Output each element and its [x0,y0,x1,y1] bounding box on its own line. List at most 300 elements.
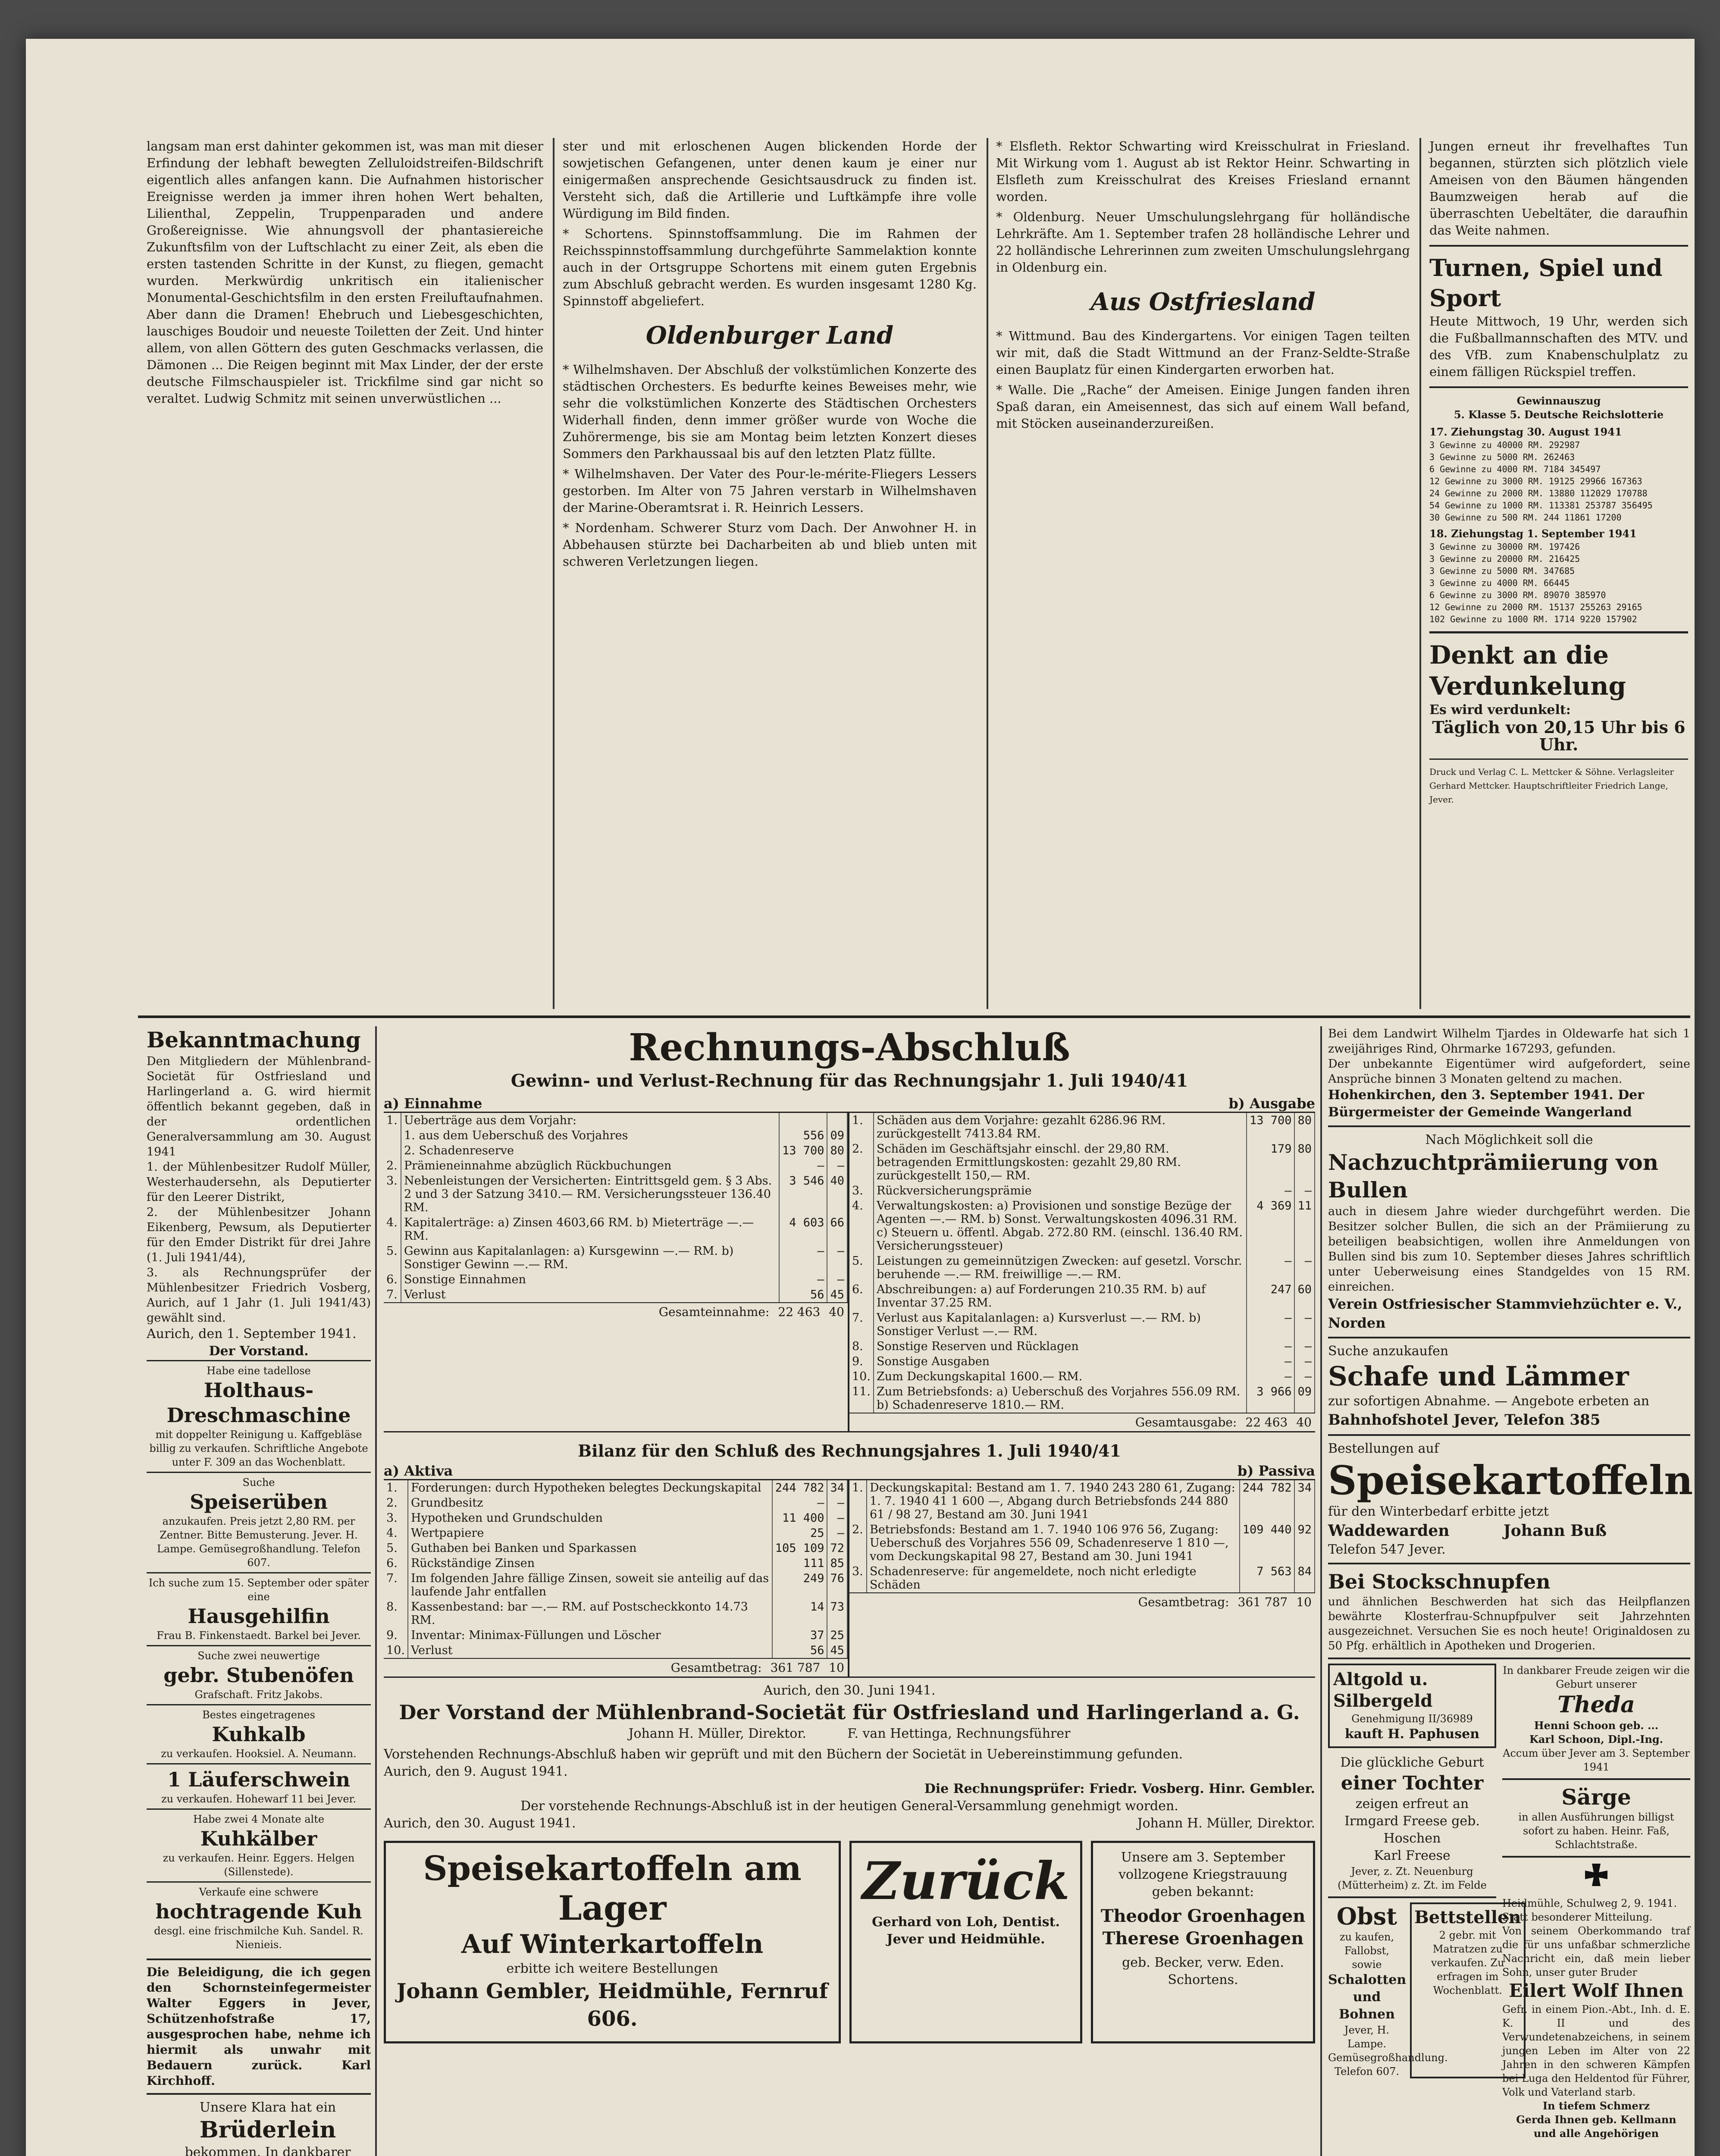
divider [1502,1778,1690,1780]
account-row [384,1571,847,1599]
girl-sign: zeigen erfreut an Irmgard Freese geb. Hoschen Karl Freese [1344,1796,1480,1863]
account-row [384,1128,847,1143]
account-rm: 13 700 [1247,1113,1295,1141]
ad-sign: Johann Gembler, Heidmühle, Fernruf 606. [396,1979,828,2031]
sport-text: Heute Mittwoch, 19 Uhr, werden sich die Fußballmannschaften des MTV. und des VfB. zum Knabenschulplatz zu einem fälligen Rückspiel treffen. [1429,314,1688,379]
liabilities-total-label: Gesamtbetrag: [1138,1595,1229,1609]
account-rm: 249 [772,1571,827,1599]
divider [1429,386,1688,388]
potato-phone: Telefon 547 Jever. [1328,1542,1446,1557]
account-row [384,1599,847,1628]
ad-body: desgl. eine frischmilche Kuh. Sandel. R. Nienieis. [154,1925,363,1951]
death-name: Eilert Wolf Ihnen [1509,1980,1684,2001]
lost-cattle-sign: Hohenkirchen, den 3. September 1941. Der Bürgermeister der Gemeinde Wangerland [1328,1087,1645,1120]
potato-text: für den Winterbedarf erbitte jetzt [1328,1504,1549,1519]
account-num: 6. [384,1556,408,1571]
account-row [384,1143,847,1158]
account-num: 1. [384,1113,401,1128]
statement-title: Rechnungs-Abschluß [629,1026,1070,1069]
assets-total-pf: 10 [829,1661,844,1675]
classified-ad [147,1572,371,1645]
assets-total-label: Gesamtbetrag: [670,1661,762,1675]
account-num: 10. [849,1369,874,1384]
bull-sign: Verein Ostfriesischer Stammviehzüchter e. V., Norden [1328,1296,1682,1331]
account-row [849,1369,1315,1384]
account-row [384,1287,847,1302]
account-row [849,1310,1315,1339]
account-rm: 14 [772,1599,827,1628]
potato-sign: Waddewarden Johann Buß [1328,1522,1607,1540]
account-num [384,1128,401,1143]
account-row [849,1141,1315,1183]
ad-pre: Bestes eingetragenes [202,1709,315,1721]
ad-title: Speiserüben [190,1490,328,1514]
ad-title: Kuhkälber [200,1827,317,1850]
expense-total-pf: 40 [1296,1415,1312,1429]
ad-title: hochtragende Kuh [155,1900,362,1923]
account-desc: Verlust aus Kapitalanlagen: a) Kursverlust —.— RM. b) Sonstiger Verlust —.— RM. [874,1310,1247,1339]
apology-notice: Die Beleidigung, die ich gegen den Schornsteinfegermeister Walter Eggers in Jever, Schützenhofstraße 17, ausgesprochen habe, nehme ich hiermit als unwahr mit Bedauern zurück. Karl Kirchhoff. [147,1965,371,2088]
assets-total: 361 787 [770,1661,821,1675]
girl-title: einer Tochter [1341,1772,1484,1794]
account-desc: Abschreibungen: a) auf Forderungen 210.35 RM. b) auf Inventar 37.25 RM. [874,1282,1247,1310]
account-num: 6. [849,1282,874,1310]
ad-pre: Habe eine tadellose [207,1365,311,1377]
ad-body: zu verkaufen. Hohewarf 11 bei Jever. [161,1793,357,1805]
death-text2: Gefr. in einem Pion.-Abt., Inh. d. E. K. II und des Verwundetenabzeichens, in seinem jungen Leben im Alter von 22 Jahren in den schweren Kämpfen bei Luga den Heldentod für Führer, Volk und Vaterland starb. [1502,2003,1690,2098]
account-row [849,1564,1315,1592]
account-desc: Nebenleistungen der Versicherten: Eintrittsgeld gem. § 3 Abs. 2 und 3 der Satzung 3410.— RM. Versicherungssteuer 136.40 RM. [401,1173,779,1215]
account-pf: — [1294,1354,1315,1369]
account-desc: Rückversicherungsprämie [874,1183,1247,1198]
column-right [1429,138,1688,806]
account-pf: — [1294,1339,1315,1354]
account-rm: — [1247,1339,1295,1354]
account-num: 3. [384,1173,401,1215]
ad-gold [1328,1664,1496,1748]
account-rm: — [1247,1369,1295,1384]
account-row [384,1541,847,1556]
account-pf: 66 [827,1215,847,1244]
lottery-day: 17. Ziehungstag 30. August 1941 [1429,426,1622,438]
divider [1429,758,1688,760]
account-num: 5. [849,1253,874,1282]
ad-body: mit doppelter Reinigung u. Kaffgebläse billig zu verkaufen. Schriftliche Angebote unter F. 309 an das Wochenblatt. [149,1429,368,1468]
bull-title: Nachzuchtprämiierung von Bullen [1328,1150,1659,1203]
account-num: 6. [384,1272,401,1287]
account-num: 2. [849,1522,867,1564]
divider [147,2093,371,2095]
aktiva-heading: a) Aktiva [384,1463,453,1479]
classified-ad [147,1472,371,1572]
profit-loss-table [384,1112,1315,1432]
wedding-text: Unsere am 3. September vollzogene Kriegstrauung geben bekannt: [1118,1850,1288,1899]
account-pf: — [1294,1183,1315,1198]
audit-text: Vorstehenden Rechnungs-Abschluß haben wir geprüft und mit den Büchern der Societät in Uebereinstimmung gefunden. [384,1747,1183,1762]
financial-statement [384,1026,1315,2043]
account-row [849,1384,1315,1413]
ad-title: Zurück [862,1851,1070,1912]
account-num: 8. [849,1339,874,1354]
balance-title: Bilanz für den Schluß des Rechnungsjahres 1. Juli 1940/41 [578,1441,1121,1460]
ad-subtitle: Auf Winterkartoffeln [461,1929,764,1959]
cold-text: und ähnlichen Beschwerden hat sich das Heilpflanzen bewährte Klosterfrau-Schnupfpulver seit Jahrzehnten ausgezeichnet. Versuchen Sie es noch heute! Originaldosen zu 50 Pfg. erhältlich in Apotheken und Drogerien. [1328,1595,1690,1652]
sheep-title: Schafe und Lämmer [1328,1360,1629,1392]
account-row [384,1215,847,1244]
account-pf: — [827,1158,847,1173]
account-rm: 4 369 [1247,1198,1295,1253]
account-pf: — [1294,1253,1315,1282]
news-item: * Nordenham. Schwerer Sturz vom Dach. Der Anwohner H. in Abbehausen stürzte bei Dacharbeiten ab und blieb unten mit schweren Verletzungen liegen. [563,520,977,569]
account-row [384,1244,847,1272]
account-num: 5. [384,1541,408,1556]
account-num [384,1143,401,1158]
column-ostfriesland [996,138,1410,436]
account-pf: 92 [1294,1522,1315,1564]
income-table [384,1113,848,1302]
income-heading: a) Einnahme [384,1095,482,1112]
sheep-pre: Suche anzukaufen [1328,1344,1449,1359]
expense-heading: b) Ausgabe [1228,1095,1315,1112]
theda-sign: Henni Schoon geb. ... Karl Schoon, Dipl.-Ing. [1529,1719,1664,1745]
classified-ad [147,1763,371,1808]
account-pf: 09 [1294,1384,1315,1413]
account-desc: Zum Betriebsfonds: a) Ueberschuß des Vorjahres 556.09 RM. b) Schadenreserve 1810.— RM. [874,1384,1247,1413]
account-rm: 244 782 [772,1480,827,1495]
ad-dentist-back [849,1841,1082,2043]
account-pf: 80 [1294,1113,1315,1141]
iron-cross-icon [1579,1862,1613,1896]
lottery-subtitle: 5. Klasse 5. Deutsche Reichslotterie [1454,408,1664,421]
ad-body: Frau B. Finkenstaedt. Barkel bei Jever. [157,1630,361,1642]
lost-cattle-text: Bei dem Landwirt Wilhelm Tjardes in Oldewarfe hat sich 1 zweijähriges Rind, Ohrmarke 167293, gefunden. [1328,1027,1690,1056]
account-pf: 09 [827,1128,847,1143]
account-row [384,1495,847,1510]
account-row [849,1339,1315,1354]
account-pf: — [827,1495,847,1510]
classified-ad [147,1881,371,1954]
account-desc: Inventar: Minimax-Füllungen und Löscher [408,1628,772,1643]
gold-title: Altgold u. Silbergeld [1333,1669,1433,1711]
account-pf: 76 [827,1571,847,1599]
theda-name: Theda [1557,1692,1635,1718]
theda-text: In dankbarer Freude zeigen wir die Geburt unserer [1503,1664,1690,1690]
potato-title: Speisekartoffeln [1328,1457,1693,1504]
death-sign: In tiefem Schmerz Gerda Ihnen geb. Kellmann und alle Angehörigen [1516,2100,1676,2140]
account-rm: — [1247,1310,1295,1339]
account-rm: 3 546 [779,1173,827,1215]
account-pf: — [827,1526,847,1541]
account-rm: — [779,1244,827,1272]
expense-table [849,1113,1315,1413]
account-rm: — [1247,1253,1295,1282]
account-desc: 2. Schadenreserve [401,1143,779,1158]
account-desc: Kapitalerträge: a) Zinsen 4603,66 RM. b) Mieterträge —.— RM. [401,1215,779,1244]
divider [1328,1896,1496,1898]
account-rm: 244 782 [1240,1480,1295,1522]
gold-text: kauft H. Paphusen [1344,1727,1480,1742]
news-item: * Oldenburg. Neuer Umschulungslehrgang für holländische Lehrkräfte. Am 1. September trafen 28 holländische Lehrer und 22 holländische Lehrerinnen zum zweiten Umschulungslehrgang in Oldenburg ein. [996,210,1410,275]
ad-potatoes-stock [384,1841,841,2043]
account-desc: Sonstige Reserven und Rücklagen [874,1339,1247,1354]
account-pf: 80 [827,1143,847,1158]
income-total-label: Gesamteinnahme: [658,1305,770,1319]
article-text: ster und mit erloschenen Augen blickenden Horde der sowjetischen Gefangenen, unter denen kaum je einer nur einigermaßen ansprechende Gesichtsausdruck zu finden ist. Versteht sich, daß die Artillerie und Luftkämpfe ihre volle Würdigung im Bild finden. [563,139,977,221]
account-num: 9. [384,1628,408,1643]
account-desc: Grundbesitz [408,1495,772,1510]
column-divider [375,1026,377,2156]
right-bottom-right [1502,1664,1690,2140]
account-row [384,1556,847,1571]
announcement-sign: Der Vorstand. [209,1344,309,1359]
news-item: * Schortens. Spinnstoffsammlung. Die im Rahmen der Reichsspinnstoffsammlung durchgeführte Sammelaktion konnte auch in der Ortsgruppe Schortens mit einem guten Ergebnis zum Abschluß gebracht werden. Es wurden insgesamt 1280 Kg. Spinnstoff abgeliefert. [563,226,977,308]
account-num: 4. [849,1198,874,1253]
liabilities-total-pf: 10 [1296,1595,1312,1609]
account-num: 4. [384,1215,401,1244]
death-notice [1502,1862,1690,2140]
ad-body: Grafschaft. Fritz Jakobs. [194,1689,323,1701]
right-ad-column [1328,1026,1693,2140]
board-name: Der Vorstand der Mühlenbrand-Societät für Ostfriesland und Harlingerland a. G. [399,1701,1300,1724]
account-rm: 556 [779,1128,827,1143]
blackout-heading: Denkt an die Verdunkelung [1429,640,1626,701]
account-desc: Verlust [408,1643,772,1658]
account-desc: Prämieneinnahme abzüglich Rückbuchungen [401,1158,779,1173]
account-pf: 34 [827,1480,847,1495]
bottom-ads [384,1841,1315,2043]
ad-body: anzukaufen. Preis jetzt 2,80 RM. per Zentner. Bitte Bemusterung. Jever. H. Lampe. Gemüsegroßhandlung. Telefon 607. [157,1515,361,1569]
account-num: 2. [849,1141,874,1183]
divider [147,1959,371,1960]
account-desc: Zum Deckungskapital 1600.— RM. [874,1369,1247,1384]
potato-pre: Bestellungen auf [1328,1441,1439,1456]
account-row [849,1480,1315,1522]
account-rm: — [772,1495,827,1510]
account-num: 8. [384,1599,408,1628]
account-num: 7. [384,1571,408,1599]
account-pf: — [1294,1310,1315,1339]
divider [1328,1434,1690,1436]
account-row [384,1173,847,1215]
bull-text: auch in diesem Jahre wieder durchgeführt werden. Die Besitzer solcher Bullen, die sich an der Prämiierung zu beteiligen beabsichtigen, wollen ihre Anmeldungen von Bullen sind bis zum 10. September dieses Jahres schriftlich unter Ueberweisung eines Standgeldes von 15 RM. einreichen. [1328,1205,1690,1294]
account-pf: 11 [1294,1198,1315,1253]
income-total: 22 463 [778,1305,821,1319]
account-desc: Betriebsfonds: Bestand am 1. 7. 1940 106 976 56, Zugang: Ueberschuß des Vorjahres 556 09, Schadenreserve 1 810 —, vom Deckungskapital 98 27, Bestand am 30. Juni 1941 [867,1522,1240,1564]
fruit-bed-ads [1328,1902,1521,2078]
ad-pre: Habe zwei 4 Monate alte [193,1813,325,1825]
account-rm: 56 [779,1287,827,1302]
death-intro: Heidmühle, Schulweg 2, 9. 1941. Statt besonderer Mitteilung. [1502,1897,1677,1923]
account-row [384,1628,847,1643]
account-desc: Schadenreserve: für angemeldete, noch nicht erledigte Schäden [867,1564,1240,1592]
fruit-text: zu kaufen, Fallobst, sowie [1339,1931,1394,1971]
coffin-title: Särge [1561,1784,1631,1810]
divider [1328,1658,1690,1659]
account-num: 3. [384,1510,408,1526]
account-desc: Schäden im Geschäftsjahr einschl. der 29,80 RM. betragenden Ermittlungskosten: gezahlt 29,80 RM. zurückgestellt 150,— RM. [874,1141,1247,1183]
divider [1328,1125,1690,1127]
ad-title: Hausgehilfin [188,1604,330,1628]
account-row [384,1510,847,1526]
account-num: 2. [384,1158,401,1173]
approval-director: Johann H. Müller, Direktor. [1137,1816,1315,1831]
blackout-subtitle: Es wird verdunkelt: [1429,702,1571,718]
account-num: 10. [384,1643,408,1658]
column-divider [987,138,988,1009]
ad-coffins [1502,1784,1690,1852]
imprint: Druck und Verlag C. L. Mettcker & Söhne. Verlagsleiter Gerhard Mettcker. Hauptschriftleiter Friedrich Lange, Jever. [1429,767,1674,805]
beds-text: 2 gebr. mit Matratzen zu verkaufen. Zu erfragen im Wochenblatt. [1431,1929,1504,1996]
sport-heading: Turnen, Spiel und Sport [1429,254,1663,312]
account-pf [827,1113,847,1128]
account-row [849,1253,1315,1282]
right-bottom-grid [1328,1664,1690,2140]
lottery-results: 3 Gewinne zu 40000 RM. 292987 3 Gewinne zu 5000 RM. 262463 6 Gewinne zu 4000 RM. 7184 345497 12 Gewinne zu 3000 RM. 19125 29966 167363 24 Gewinne zu 2000 RM. 13880 112029 170788 54 Gewinne zu 1000 RM. 113381 253787 356495 30 Gewinne zu 500 RM. 244 11861 17200 [1429,440,1653,523]
account-rm: — [1247,1183,1295,1198]
expense-total: 22 463 [1245,1415,1288,1429]
account-pf: 73 [827,1599,847,1628]
statement-date: Aurich, den 30. Juni 1941. [763,1683,936,1698]
lost-cattle-text: Der unbekannte Eigentümer wird aufgefordert, seine Ansprüche binnen 3 Monaten geltend zu machen. [1328,1057,1690,1086]
account-desc: Deckungskapital: Bestand am 1. 7. 1940 243 280 61, Zugang: 1. 7. 1940 41 1 600 —, Abgang durch Betriebsfonds 244 880 61 / 98 27, Bestand am 30. Juni 1941 [867,1480,1240,1522]
account-row [384,1113,847,1128]
section-heading: Aus Ostfriesland [1090,288,1316,316]
ad-body: zu verkaufen. Heinr. Eggers. Helgen (Sillenstede). [163,1852,355,1878]
account-num: 11. [849,1384,874,1413]
account-pf: — [827,1272,847,1287]
balance-heads [384,1463,1315,1479]
account-pf: 25 [827,1628,847,1643]
ad-pre: Ich suche zum 15. September oder später eine [148,1577,369,1603]
left-ad-column [147,1026,371,2156]
account-num: 1. [849,1113,874,1141]
account-pf: 85 [827,1556,847,1571]
account-num: 2. [384,1495,408,1510]
announcement-date: Aurich, den 1. September 1941. [147,1326,357,1341]
article-text: langsam man erst dahinter gekommen ist, was man mit dieser Erfindung der lebhaft bewegten Zelluloidstreifen-Bildschrift eigentlich alles anfangen kann. Die Aufnahmen historischer Ereignisse werden ja immer ihren hohen Wert behalten, Lilienthal, Zeppelin, Truppenparaden und andere Großereignisse. Wie ahnungsvoll der phantasiereiche Zukunftsfilm von der Luftschlacht zu einer Zeit, als eben die ersten tastenden Schritte in der Kunst, zu fliegen, gemacht wurden. Merkwürdig unkritisch ein italienischer Monumental-Geschichtsfilm in den ersten Freiluftaufnahmen. Aber dann die Dramen! Ehebruch und Liebesgeschichten, lauschiges Boudoir und neueste Toiletten der Zeit. Und hinter allem, von allen Göttern des guten Geschmacks verlassen, die Dämonen ... Die Reigen beginnt mit Max Linder, der der erste deutsche Filmschauspieler ist. Trickfilme sind gar nicht so veraltet. Ludwig Schmitz mit seinen unverwüstlichen ... [147,139,543,406]
account-rm: 4 603 [779,1215,827,1244]
girl-place: Jever, z. Zt. Neuenburg (Mütterheim) z. Zt. im Felde [1338,1865,1487,1891]
blackout-time: Täglich von 20,15 Uhr bis 6 Uhr. [1432,718,1686,754]
birth-text: Unsere Klara hat ein [199,2100,336,2115]
auditors: Die Rechnungsprüfer: Friedr. Vosberg. Hinr. Gembler. [924,1781,1315,1796]
statement-heads [384,1095,1315,1112]
account-row [849,1113,1315,1141]
news-item: * Wittmund. Bau des Kindergartens. Vor einigen Tagen teilten wir mit, daß die Stadt Wittmund an der Franz-Seldte-Straße einen Bauplatz für einen Kindergarten erworben hat. [996,329,1410,377]
divider [1502,1856,1690,1858]
fruit-title: Obst [1336,1902,1397,1930]
article-text: Jungen erneut ihr frevelhaftes Tun begannen, stürzten sich plötzlich viele Ameisen von den Bäumen hängenden Baumzweigen herab auf die überraschten Uebeltäter, die daraufhin das Weite nahmen. [1429,139,1688,238]
girl-birth [1328,1754,1496,1892]
classified-ad [147,1704,371,1763]
account-num: 3. [849,1564,867,1592]
news-item: * Wilhelmshaven. Der Vater des Pour-le-mérite-Fliegers Lessers gestorben. Im Alter von 75 Jahren verstarb in Wilhelmshaven der Marine-Oberamtsrat i. R. Heinrich Lessers. [563,467,977,515]
ad-title: Speisekartoffeln am Lager [423,1849,802,1928]
fruit-sign: Jever, H. Lampe. Gemüsegroßhandlung. Telefon 607. [1328,2024,1448,2078]
girl-text: Die glückliche Geburt [1340,1755,1484,1770]
ad-title: Kuhkalb [212,1723,306,1746]
account-desc: Sonstige Ausgaben [874,1354,1247,1369]
divider [1429,245,1688,247]
account-pf: 45 [827,1643,847,1658]
statement-subtitle: Gewinn- und Verlust-Rechnung für das Rechnungsjahr 1. Juli 1940/41 [511,1071,1188,1091]
account-pf: 60 [1294,1282,1315,1310]
ad-pre: Verkaufe eine schwere [199,1886,319,1898]
account-rm: — [779,1158,827,1173]
account-rm: 37 [772,1628,827,1643]
account-rm: 247 [1247,1282,1295,1310]
account-desc: Verlust [401,1287,779,1302]
lottery-title: Gewinnauszug [1516,395,1601,407]
board-signers: Johann H. Müller, Direktor. F. van Hettinga, Rechnungsführer [628,1726,1071,1741]
account-desc: Guthaben bei Banken und Sparkassen [408,1541,772,1556]
onion-title: Schalotten und Bohnen [1328,1972,1407,2022]
account-rm: 11 400 [772,1510,827,1526]
section-heading: Oldenburger Land [645,321,894,350]
account-rm: — [779,1272,827,1287]
account-row [384,1526,847,1541]
expense-total-label: Gesamtausgabe: [1135,1415,1237,1429]
news-item: * Walle. Die „Rache“ der Ameisen. Einige Jungen fanden ihren Spaß daran, ein Ameisennest, das sich auf einem Wall befand, mit Stöcken auseinanderzureißen. [996,382,1410,431]
account-num: 4. [384,1526,408,1541]
divider [1328,1337,1690,1338]
right-bottom-left [1328,1664,1521,2140]
bull-pre: Nach Möglichkeit soll die [1425,1132,1593,1147]
account-rm: 25 [772,1526,827,1541]
account-pf: 45 [827,1287,847,1302]
coffin-text: in allen Ausführungen billigst sofort zu haben. Heinr. Faß, Schlachtstraße. [1518,1811,1674,1851]
column-divider [553,138,555,1009]
account-pf: 84 [1294,1564,1315,1592]
account-rm: — [1247,1354,1295,1369]
beds-title: Bettstellen [1414,1907,1521,1927]
account-rm: 3 966 [1247,1384,1295,1413]
divider [1429,631,1688,633]
classified-ad [147,1808,371,1881]
account-num: 9. [849,1354,874,1369]
ad-pre: Suche zwei neuwertige [197,1650,320,1662]
classified-ad [147,1360,371,1472]
account-row [849,1522,1315,1564]
account-rm: 7 563 [1240,1564,1295,1592]
liabilities-table [849,1480,1315,1592]
account-desc: Sonstige Einnahmen [401,1272,779,1287]
cold-title: Bei Stockschnupfen [1328,1570,1551,1593]
account-desc: Ueberträge aus dem Vorjahr: [401,1113,779,1128]
announcement-title: Bekanntmachung [147,1027,361,1053]
account-desc: 1. aus dem Ueberschuß des Vorjahres [401,1128,779,1143]
divider [1328,1563,1690,1564]
ad-title: gebr. Stubenöfen [163,1664,354,1687]
account-pf: 80 [1294,1141,1315,1183]
wedding-note: geb. Becker, verw. Eden. Schortens. [1122,1955,1284,1987]
account-row [384,1272,847,1287]
birth-notice [147,2099,371,2156]
account-desc: Rückständige Zinsen [408,1556,772,1571]
account-desc: Leistungen zu gemeinnützigen Zwecken: auf gesetzl. Vorschr. beruhende —.— RM. freiwillige —.— RM. [874,1253,1247,1282]
account-rm: 109 440 [1240,1522,1295,1564]
account-row [849,1198,1315,1253]
account-pf: 40 [827,1173,847,1215]
account-row [849,1183,1315,1198]
account-desc: Hypotheken und Grundschulden [408,1510,772,1526]
announcement-text: Den Mitgliedern der Mühlenbrand-Societät für Ostfriesland und Harlingerland a. G. wird hiermit öffentlich bekannt gegeben, daß in der ordentlichen Generalversammlung am 30. August 1941 [147,1055,371,1159]
ad-pre: Suche [242,1476,275,1489]
account-pf: 72 [827,1541,847,1556]
account-desc: Wertpapiere [408,1526,772,1541]
ad-body: zu verkaufen. Hooksiel. A. Neumann. [161,1748,357,1760]
wedding-names: Theodor Groenhagen Therese Groenhagen [1100,1906,1306,1949]
